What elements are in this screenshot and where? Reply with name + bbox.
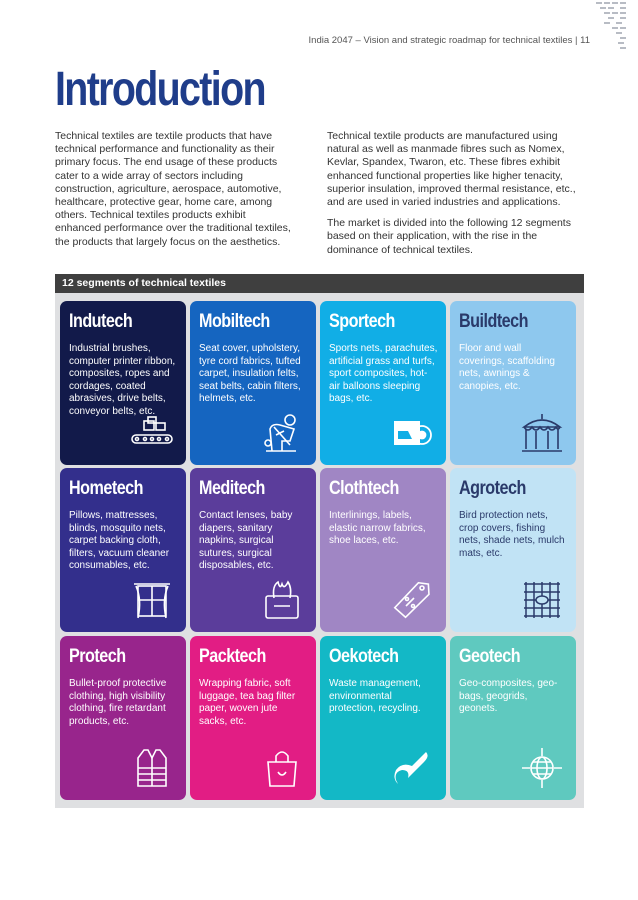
segment-name: Packtech (199, 646, 266, 667)
seatbelt-icon (260, 411, 304, 455)
shopping-bag-icon (260, 746, 304, 790)
running-header: India 2047 – Vision and strategic roadmap for technical textiles | 11 (308, 35, 590, 46)
intro-left-column (55, 130, 293, 257)
segment-description: Bird protection nets, crop covers, fishing nets, shade nets, mulch mats, etc. (459, 510, 565, 559)
segment-tile-mobiltech (190, 301, 316, 465)
intro-paragraph: The market is divided into the following 12 segments based on their application, with the rise in the dominance of technical textiles. (327, 217, 571, 256)
segment-name: Indutech (69, 311, 133, 332)
segment-name: Protech (69, 646, 126, 667)
segment-name: Meditech (199, 478, 265, 499)
segment-description: Floor and wall coverings, scaffolding nets, awnings & canopies, etc. (459, 343, 555, 392)
conveyor-belt-icon (130, 411, 174, 455)
segment-tile-indutech (60, 301, 186, 465)
segment-name: Clothtech (329, 478, 399, 499)
intro-paragraph: Technical textiles are textile products that have technical performance and functionality as their primary focus. The end usage of these products cater to a wide array of sectors including construction, agriculture, aerospace, automotive, healthcare, protective gear, home care, among others. Technical textiles products exhibit enhanced performance over the traditional textiles, the products that largely focus on the aesthetics. (55, 130, 291, 248)
segment-tile-packtech (190, 636, 316, 800)
segment-name: Agrotech (459, 478, 526, 499)
segment-tile-sportech (320, 301, 446, 465)
segment-description: Bullet-proof protective clothing, high visibility clothing, fire retardant products, etc. (69, 678, 167, 727)
segment-name: Sportech (329, 311, 395, 332)
segment-name: Oekotech (329, 646, 399, 667)
segments-panel (55, 274, 584, 808)
sports-bag-icon (390, 411, 434, 455)
safety-vest-icon (130, 746, 174, 790)
curtain-window-icon (130, 578, 174, 622)
segment-tile-agrotech (450, 468, 576, 632)
segment-tile-hometech (60, 468, 186, 632)
segment-name: Geotech (459, 646, 521, 667)
segment-description: Interlinings, labels, elastic narrow fabrics, shoe laces, etc. (329, 510, 426, 547)
segment-tile-buildtech (450, 301, 576, 465)
price-tag-icon (390, 578, 434, 622)
segment-description: Geo-composites, geo-bags, geogrids, geonets. (459, 678, 558, 715)
segment-tile-geotech (450, 636, 576, 800)
segment-tile-oekotech (320, 636, 446, 800)
globe-target-icon (520, 746, 564, 790)
corner-dot-pattern (594, 2, 632, 62)
segment-tile-protech (60, 636, 186, 800)
intro-paragraph: Technical textile products are manufactured using natural as well as manmade fibres such as Nomex, Kevlar, Spandex, Twaron, etc. These fibres exhibit enhanced functional properties like higher tenacity, superior insulation, improved thermal resistance, etc., and are used in varied industries and applications. (327, 130, 576, 209)
segment-description: Pillows, mattresses, blinds, mosquito nets, carpet backing cloth, filters, vacuum cleaner consumables, etc. (69, 510, 170, 572)
segment-name: Mobiltech (199, 311, 270, 332)
tissue-box-icon (260, 578, 304, 622)
segments-panel-heading: 12 segments of technical textiles (55, 274, 584, 293)
fabric-roll-icon (390, 746, 434, 790)
intro-right-column (327, 130, 582, 265)
segment-description: Sports nets, parachutes, artificial grass and turfs, sport composites, hot-air balloons sleeping bags, etc. (329, 343, 438, 405)
segment-description: Contact lenses, baby diapers, sanitary napkins, surgical sutures, surgical disposables, etc. (199, 510, 293, 572)
segment-description: Industrial brushes, computer printer ribbon, composites, ropes and cordages, coated abrasives, drive belts, conveyor belts, etc. (69, 343, 176, 417)
segment-tile-meditech (190, 468, 316, 632)
net-icon (520, 578, 564, 622)
segment-name: Buildtech (459, 311, 528, 332)
page-title: Introduction (55, 63, 265, 116)
segment-description: Waste management, environmental protection, recycling. (329, 678, 421, 715)
segment-description: Seat cover, upholstery, tyre cord fabrics, tufted carpet, insulation felts, seat belts, cabin filters, helmets, etc. (199, 343, 301, 405)
canopy-icon (520, 411, 564, 455)
segment-description: Wrapping fabric, soft luggage, tea bag filter paper, woven jute sacks, etc. (199, 678, 296, 727)
segment-tile-clothtech (320, 468, 446, 632)
segment-name: Hometech (69, 478, 144, 499)
